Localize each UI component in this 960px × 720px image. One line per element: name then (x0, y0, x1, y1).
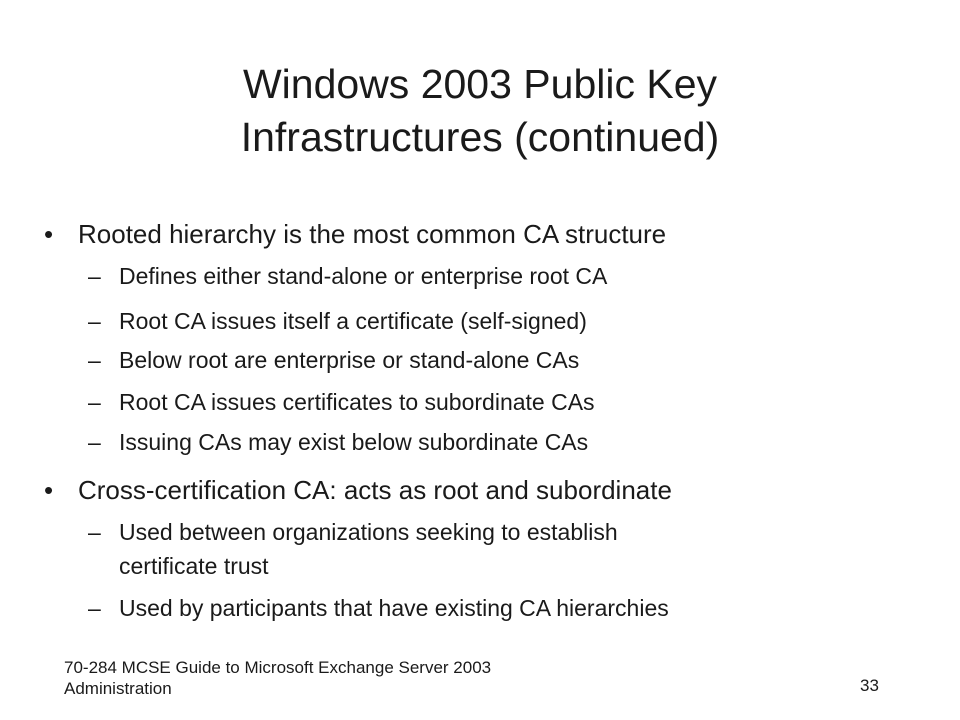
bullet-text: Rooted hierarchy is the most common CA structure (78, 219, 667, 249)
dash-icon: – (88, 595, 101, 621)
page-number: 33 (860, 676, 879, 695)
footer-course-title (64, 657, 664, 699)
sub-bullet-text: Root CA issues certificates to subordinate CAs (119, 389, 595, 415)
bullet-dot-icon: • (44, 219, 54, 249)
dash-icon: – (88, 429, 101, 455)
sub-bullet-text: Root CA issues itself a certificate (self-signed) (119, 308, 587, 334)
dash-icon: – (88, 347, 101, 373)
sub-bullet-text: certificate trust (119, 553, 269, 579)
footer-line-1: 70-284 MCSE Guide to Microsoft Exchange Server 2003 (64, 658, 492, 677)
sub-bullet-text: Defines either stand-alone or enterprise root CA (119, 263, 608, 289)
sub-bullet-text: Used between organizations seeking to establish (119, 519, 618, 545)
bullet-text: Cross-certification CA: acts as root and subordinate (78, 475, 672, 505)
bullet-dot-icon: • (44, 475, 54, 505)
slide-title-line-1: Windows 2003 Public Key (242, 61, 718, 107)
sub-bullet-text: Used by participants that have existing CA hierarchies (119, 595, 669, 621)
slide-title-line-2: Infrastructures (continued) (240, 114, 720, 160)
dash-icon: – (88, 308, 101, 334)
dash-icon: – (88, 389, 101, 415)
footer-line-2: Administration (64, 679, 172, 698)
sub-bullet-text: Issuing CAs may exist below subordinate CAs (119, 429, 589, 455)
dash-icon: – (88, 519, 101, 545)
dash-icon: – (88, 263, 101, 289)
sub-bullet-text: Below root are enterprise or stand-alone CAs (119, 347, 580, 373)
